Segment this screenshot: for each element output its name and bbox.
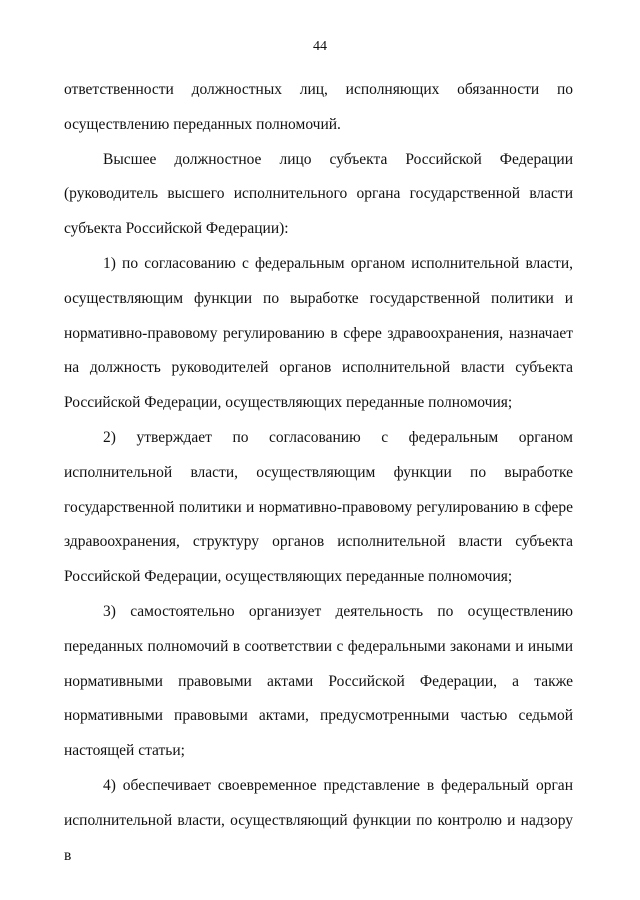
- list-item-2: 2) утверждает по согласованию с федеральным органом исполнительной власти, осуществляющим функции по выработке государственной политики и нормативно-правовому регулированию в сфере здравоохранения, структуру органов исполнительной власти субъекта Российской Федерации, осуществляющих переданные полномочия;: [64, 428, 573, 586]
- document-body: [64, 73, 573, 873]
- paragraph-highest-official: Высшее должностное лицо субъекта Российской Федерации (руководитель высшего исполнительного органа государственной власти субъекта Российской Федерации):: [64, 150, 573, 238]
- page-number: 44: [313, 39, 327, 54]
- paragraph-continuation: ответственности должностных лиц, исполняющих обязанности по осуществлению переданных полномочий.: [64, 81, 573, 133]
- list-item-1: 1) по согласованию с федеральным органом исполнительной власти, осуществляющим функции по выработке государственной политики и нормативно-правовому регулированию в сфере здравоохранения, назначает на должность руководителей органов исполнительной власти субъекта Российской Федерации, осуществляющих переданные полномочия;: [64, 254, 573, 412]
- list-item-3: 3) самостоятельно организует деятельность по осуществлению переданных полномочий в соответствии с федеральными законами и иными нормативными правовыми актами Российской Федерации, а также нормативными правовыми актами, предусмотренными частью седьмой настоящей статьи;: [64, 602, 573, 760]
- list-item-4: 4) обеспечивает своевременное представление в федеральный орган исполнительной власти, осуществляющий функции по контролю и надзору в: [64, 776, 573, 864]
